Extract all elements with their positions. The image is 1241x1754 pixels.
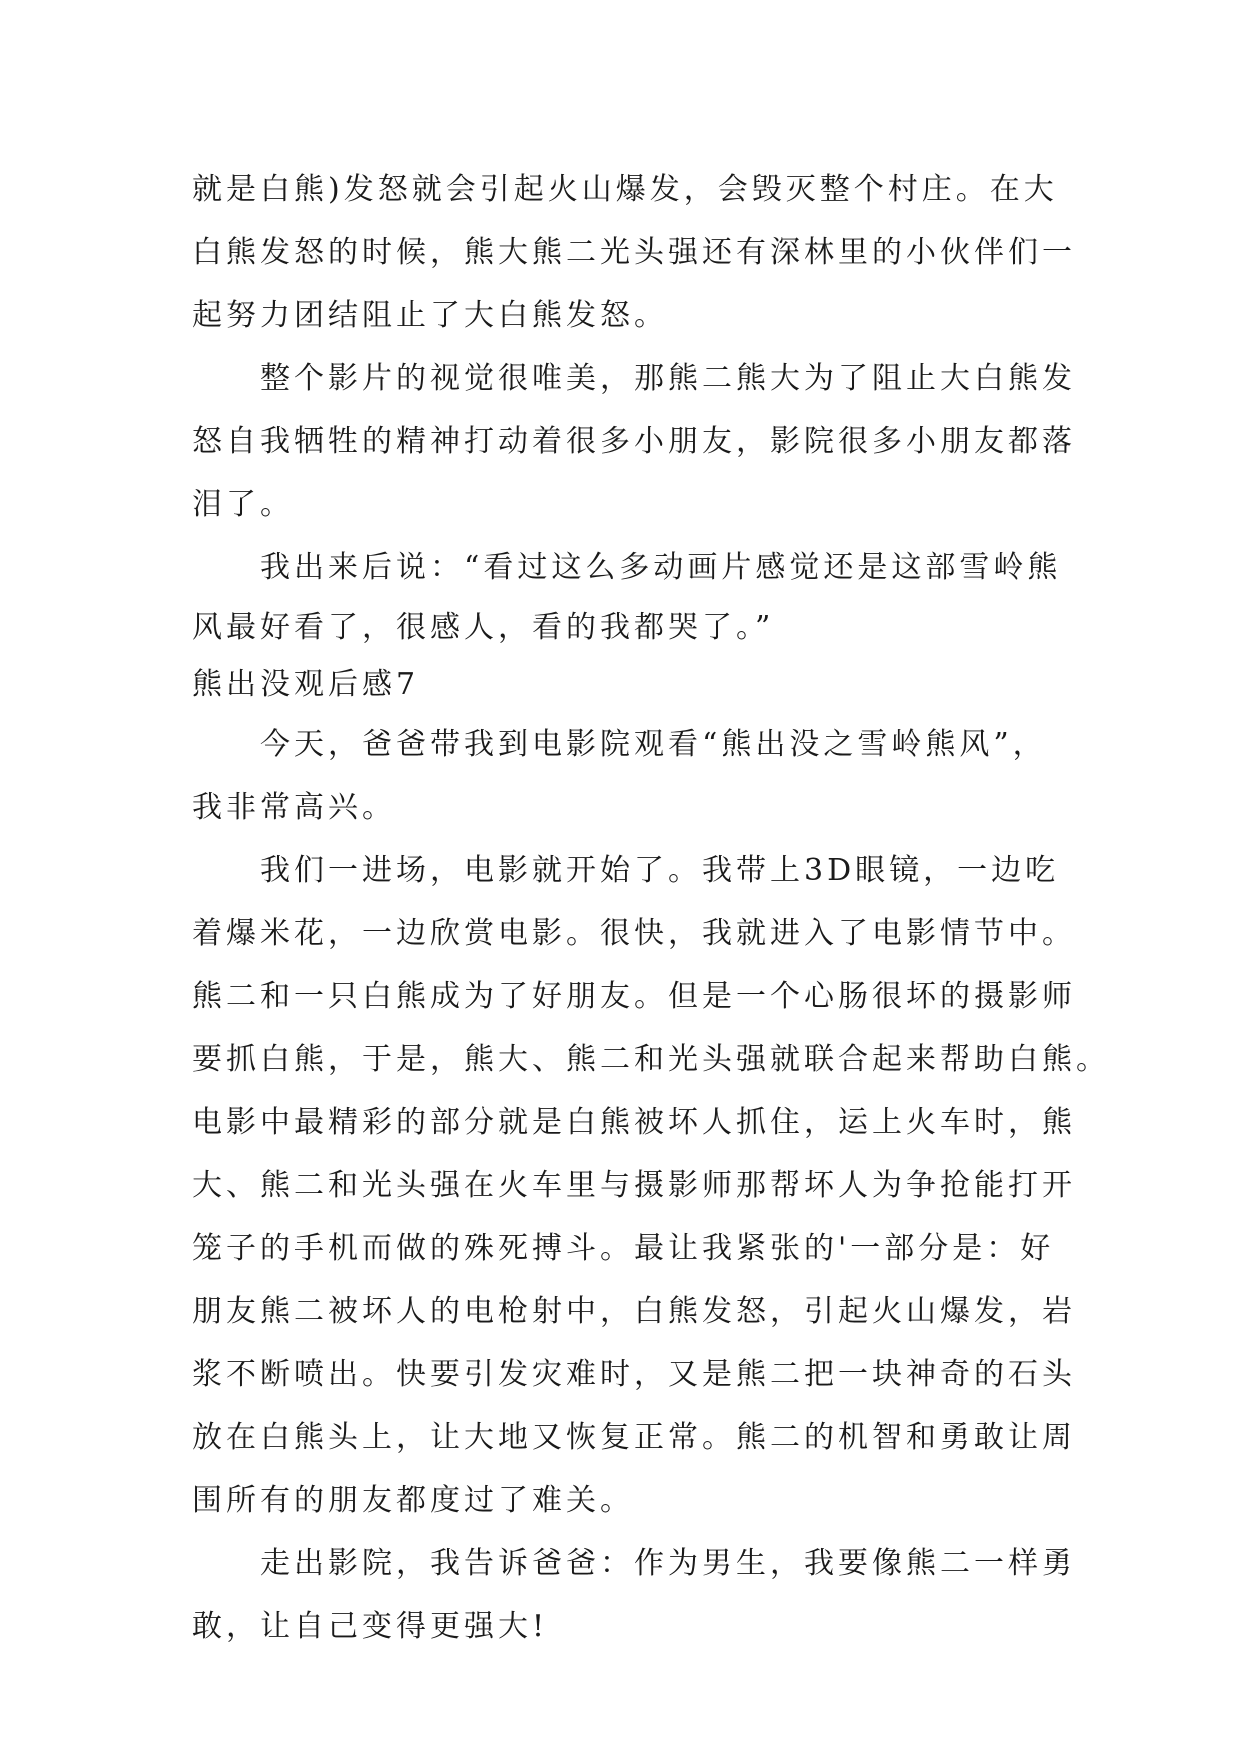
text-line: 大、熊二和光头强在火车里与摄影师那帮坏人为争抢能打开 [192, 1168, 1076, 1203]
text-line: 要抓白熊，于是，熊大、熊二和光头强就联合起来帮助白熊。 [192, 1042, 1110, 1077]
text-line: 我非常高兴。 [192, 790, 396, 825]
text-line: 风最好看了，很感人，看的我都哭了。” [192, 610, 775, 645]
text-line: 电影中最精彩的部分就是白熊被坏人抓住，运上火车时，熊 [192, 1105, 1076, 1140]
text-line: 走出影院，我告诉爸爸：作为男生，我要像熊二一样勇 [260, 1546, 1076, 1581]
document-body [192, 158, 1110, 1658]
text-line: 起努力团结阻止了大白熊发怒。 [192, 298, 668, 333]
text-line: 白熊发怒的时候，熊大熊二光头强还有深林里的小伙伴们一 [192, 235, 1076, 270]
text-line: 今天，爸爸带我到电影院观看“熊出没之雪岭熊风”， [260, 727, 1047, 762]
paragraph [192, 713, 1072, 839]
text-line: 围所有的朋友都度过了难关。 [192, 1483, 634, 1518]
paragraph [192, 839, 1110, 1532]
text-line: 放在白熊头上，让大地又恢复正常。熊二的机智和勇敢让周 [192, 1420, 1076, 1455]
text-line: 着爆米花，一边欣赏电影。很快，我就进入了电影情节中。 [192, 916, 1076, 951]
text-line: 我出来后说：“看过这么多动画片感觉还是这部雪岭熊 [260, 550, 1062, 585]
text-line: 笼子的手机而做的殊死搏斗。最让我紧张的'一部分是：好 [192, 1231, 1055, 1266]
text-line: 朋友熊二被坏人的电枪射中，白熊发怒，引起火山爆发，岩 [192, 1294, 1076, 1329]
text-line: 敢，让自己变得更强大! [192, 1609, 549, 1644]
paragraph [192, 1532, 1076, 1658]
section-title: 熊出没观后感7 [192, 667, 420, 702]
paragraph [192, 347, 1076, 536]
text-line: 泪了。 [192, 487, 294, 522]
text-line: 整个影片的视觉很唯美，那熊二熊大为了阻止大白熊发 [260, 361, 1076, 396]
text-line: 我们一进场，电影就开始了。我带上3D眼镜，一边吃 [260, 853, 1060, 888]
paragraph [192, 536, 1072, 656]
text-line: 熊二和一只白熊成为了好朋友。但是一个心肠很坏的摄影师 [192, 979, 1076, 1014]
text-line: 怒自我牺牲的精神打动着很多小朋友，影院很多小朋友都落 [192, 424, 1076, 459]
text-line: 就是白熊)发怒就会引起火山爆发，会毁灭整个村庄。在大 [192, 172, 1058, 207]
text-line: 浆不断喷出。快要引发灾难时，又是熊二把一块神奇的石头 [192, 1357, 1076, 1392]
paragraph [192, 158, 1076, 347]
